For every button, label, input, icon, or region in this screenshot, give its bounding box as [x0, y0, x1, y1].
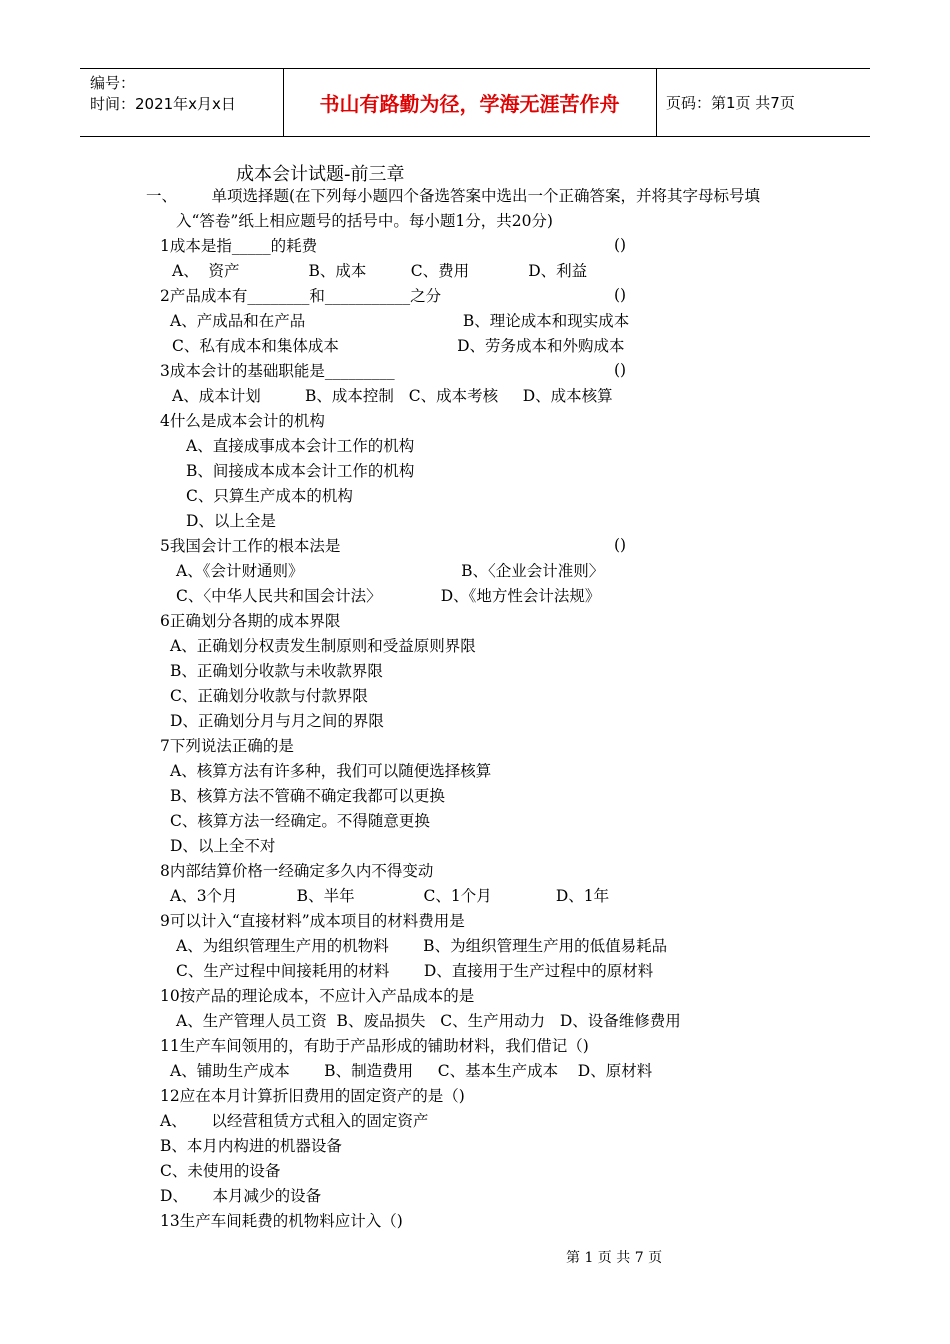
- question-line: 11生产车间领用的，有助于产品形成的铺助材料，我们借记（): [160, 1037, 589, 1055]
- header-divider: [656, 69, 657, 136]
- question-line: 13生产车间耗费的机物料应计入（): [160, 1212, 403, 1230]
- question-line: A、产成品和在产品 B、理论成本和现实成本: [170, 312, 630, 330]
- question-line: A、正确划分权责发生制原则和受益原则界限: [170, 637, 476, 655]
- question-line: A、成本计划 B、成本控制 C、成本考核 D、成本核算: [172, 387, 613, 405]
- answer-parenthesis: (): [614, 286, 627, 304]
- question-line: B、正确划分收款与未收款界限: [170, 662, 383, 680]
- question-line: 9可以计入“直接材料”成本项目的材料费用是: [160, 912, 465, 930]
- page-footer: 第 1 页 共 7 页: [566, 1250, 663, 1266]
- question-line: 一、 单项选择题(在下列每小题四个备选答案中选出一个正确答案，并将其字母标号填: [146, 187, 761, 205]
- question-line: A、铺助生产成本 B、制造费用 C、基本生产成本 D、原材料: [170, 1062, 653, 1080]
- question-line: C、生产过程中间接耗用的材料 D、直接用于生产过程中的原材料: [176, 962, 654, 980]
- question-line: C、〈中华人民共和国会计法〉 D、《地方性会计法规》: [176, 587, 601, 605]
- question-line: 5我国会计工作的根本法是: [160, 537, 341, 555]
- header-page-info: 页码：第1页 共7页: [666, 94, 795, 112]
- question-line: C、未使用的设备: [160, 1162, 281, 1180]
- question-line: A、3个月 B、半年 C、1个月 D、1年: [170, 887, 610, 905]
- question-line: 1成本是指_____的耗费: [160, 237, 318, 255]
- answer-parenthesis: (): [614, 536, 627, 554]
- question-line: D、 本月减少的设备: [160, 1187, 322, 1205]
- question-line: 12应在本月计算折旧费用的固定资产的是（): [160, 1087, 465, 1105]
- question-line: D、正确划分月与月之间的界限: [170, 712, 384, 730]
- question-line: B、本月内构进的机器设备: [160, 1137, 342, 1155]
- question-line: 6正确划分各期的成本界限: [160, 612, 341, 630]
- question-line: A、直接成事成本会计工作的机构: [186, 437, 415, 455]
- header-table: [80, 68, 870, 137]
- question-line: 7下列说法正确的是: [160, 737, 294, 755]
- question-line: B、核算方法不管确不确定我都可以更换: [170, 787, 445, 805]
- question-line: 10按产品的理论成本，不应计入产品成本的是: [160, 987, 475, 1005]
- header-motto: 书山有路勤为径，学海无涯苦作舟: [319, 92, 620, 116]
- answer-parenthesis: (): [614, 236, 627, 254]
- number-label: 编号：: [90, 74, 136, 92]
- question-line: A、生产管理人员工资 B、废品损失 C、生产用动力 D、设备维修费用: [176, 1012, 681, 1030]
- question-line: C、正确划分收款与付款界限: [170, 687, 368, 705]
- question-line: D、以上全是: [186, 512, 276, 530]
- question-line: A、《会计财通则》 B、〈企业会计准则〉: [176, 562, 605, 580]
- date-label: 时间：2021年x月x日: [90, 95, 236, 113]
- question-line: 3成本会计的基础职能是_________: [160, 362, 395, 380]
- question-line: 4什么是成本会计的机构: [160, 412, 325, 430]
- question-line: 8内部结算价格一经确定多久内不得变动: [160, 862, 434, 880]
- question-line: A、核算方法有许多种，我们可以随便选择核算: [170, 762, 492, 780]
- question-line: B、间接成本成本会计工作的机构: [186, 462, 415, 480]
- answer-parenthesis: (): [614, 361, 627, 379]
- question-line: C、私有成本和集体成本 D、劳务成本和外购成本: [172, 337, 625, 355]
- question-line: 入“答卷”纸上相应题号的括号中。每小题1分，共20分): [176, 212, 553, 230]
- header-meta: [90, 73, 236, 115]
- page-title: 成本会计试题-前三章: [236, 164, 405, 185]
- question-line: C、只算生产成本的机构: [186, 487, 353, 505]
- question-line: A、为组织管理生产用的机物料 B、为组织管理生产用的低值易耗品: [176, 937, 668, 955]
- question-line: A、 以经营租赁方式租入的固定资产: [160, 1112, 429, 1130]
- question-line: 2产品成本有________和___________之分: [160, 287, 442, 305]
- question-line: A、 资产 B、成本 C、费用 D、利益: [172, 262, 588, 280]
- question-line: C、核算方法一经确定。不得随意更换: [170, 812, 430, 830]
- question-line: D、以上全不对: [170, 837, 276, 855]
